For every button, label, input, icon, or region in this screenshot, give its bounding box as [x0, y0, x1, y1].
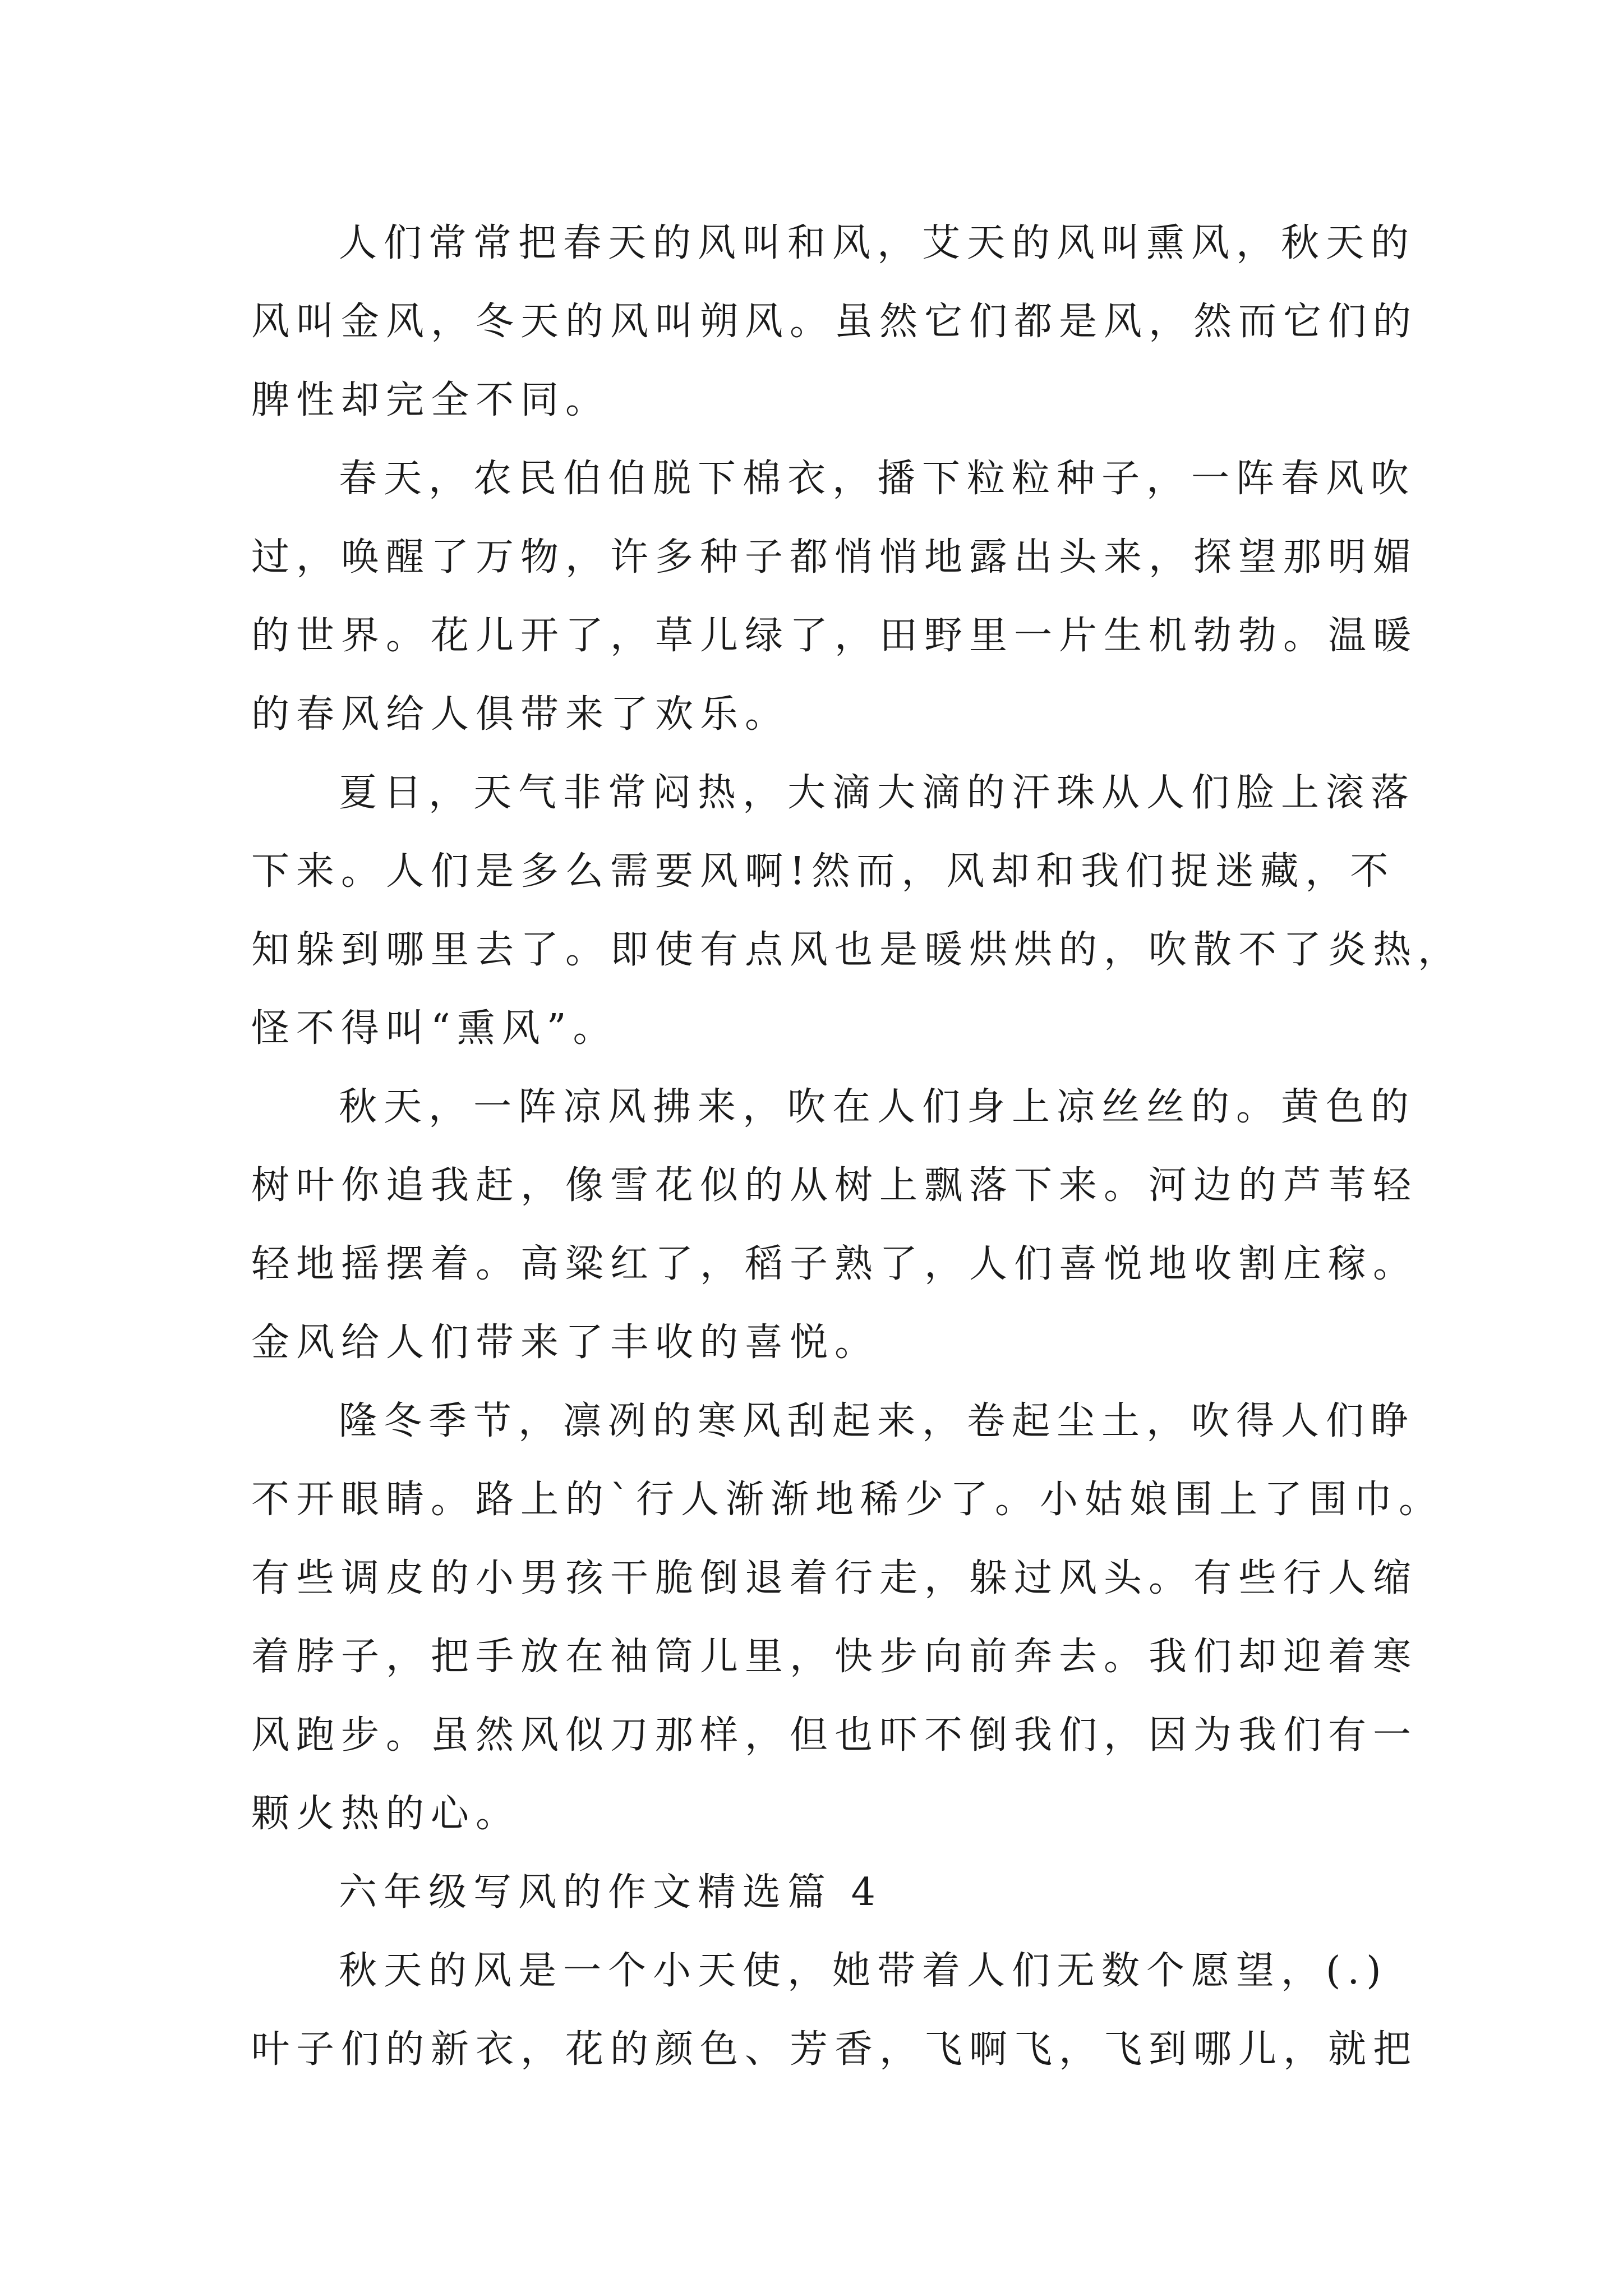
text-line: 的春风给人俱带来了欢乐。 — [251, 692, 790, 737]
text-line: 轻地摇摆着。高粱红了，稻子熟了，人们喜悦地收割庄稼。 — [251, 1242, 1418, 1286]
text-line: 脾性却完全不同。 — [251, 378, 611, 422]
text-line: 着脖子，把手放在袖筒儿里，快步向前奔去。我们却迎着寒 — [251, 1635, 1418, 1679]
text-line: 秋天，一阵凉风拂来，吹在人们身上凉丝丝的。黄色的 — [339, 1085, 1416, 1129]
section-heading: 六年级写风的作文精选篇 4 — [339, 1870, 882, 1915]
text-line: 风跑步。虽然风似刀那样，但也吓不倒我们，因为我们有一 — [251, 1713, 1418, 1757]
text-line: 春天，农民伯伯脱下棉衣，播下粒粒种子，一阵春风吹 — [339, 457, 1416, 501]
text-line: 秋天的风是一个小天使，她带着人们无数个愿望，(.) — [339, 1949, 1388, 1993]
text-line: 颗火热的心。 — [251, 1792, 521, 1836]
text-line: 金风给人们带来了丰收的喜悦。 — [251, 1320, 880, 1365]
text-line: 下来。人们是多么需要风啊!然而，风却和我们捉迷藏，不 — [251, 849, 1395, 894]
text-line: 过，唤醒了万物，许多种子都悄悄地露出头来，探望那明媚 — [251, 535, 1418, 579]
text-line: 的世界。花儿开了，草儿绿了，田野里一片生机勃勃。温暖 — [251, 614, 1418, 658]
text-line: 风叫金风，冬天的风叫朔风。虽然它们都是风，然而它们的 — [251, 300, 1418, 344]
text-line: 不开眼睛。路上的`行人渐渐地稀少了。小姑娘围上了围巾。 — [251, 1478, 1444, 1522]
text-line: 怪不得叫“熏风”。 — [251, 1006, 618, 1051]
text-line: 知躲到哪里去了。即使有点风也是暖烘烘的，吹散不了炎热， — [251, 928, 1463, 972]
text-line: 叶子们的新衣，花的颜色、芳香，飞啊飞，飞到哪儿，就把 — [251, 2027, 1418, 2072]
text-line: 夏日，天气非常闷热，大滴大滴的汗珠从人们脸上滚落 — [339, 771, 1416, 815]
text-line: 隆冬季节，凛冽的寒风刮起来，卷起尘土，吹得人们睁 — [339, 1399, 1416, 1443]
text-line: 树叶你追我赶，像雪花似的从树上飘落下来。河边的芦苇轻 — [251, 1163, 1418, 1208]
text-line: 有些调皮的小男孩干脆倒退着行走，躲过风头。有些行人缩 — [251, 1556, 1418, 1600]
text-line: 人们常常把春天的风叫和风，艾天的风叫熏风，秋天的 — [339, 221, 1416, 265]
